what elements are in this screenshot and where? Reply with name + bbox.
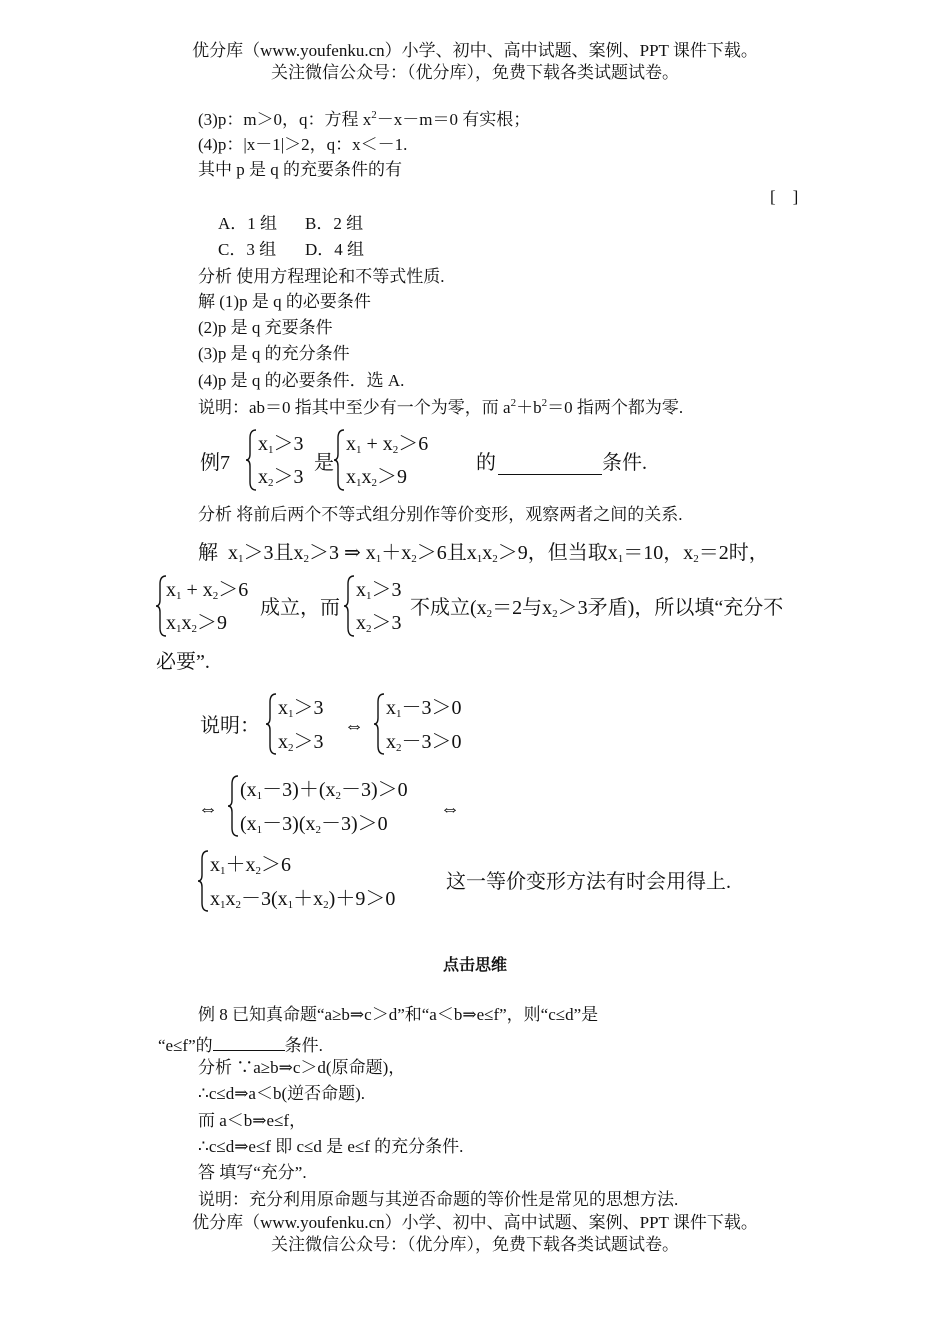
ex7-is: 是 bbox=[314, 452, 334, 474]
section-title: 点击思维 bbox=[442, 957, 507, 974]
ex7-cond-a1: $x_1>3$ bbox=[258, 433, 304, 456]
ex7-cond-b1: $x_1 + x_2>6$ bbox=[346, 433, 429, 456]
ex8-line-6: ∴c≤d⇒e≤f 即 c≤d 是 e≤f 的充分条件. bbox=[198, 1137, 464, 1156]
ex8-line-3: 分析 ∵a≥b⇒c＞d(原命题)， bbox=[198, 1058, 406, 1077]
left-brace-icon bbox=[196, 849, 210, 913]
q6-option-b: B．2 组 bbox=[305, 214, 364, 233]
q6-item-3: (3)p：m＞0，q：方程 $x^2-x-m=0$ 有实根； bbox=[198, 109, 531, 129]
ex7-solution-line: 解 $x_1>3$且$x_2>3$ ⇒ $x_1+x_2>6$且$x_1x_2>9$，但当取$x_1=10$，$x_2=2$时， bbox=[198, 542, 769, 565]
ex7-tail: 这一等价变形方法有时会用得上. bbox=[446, 871, 731, 893]
left-brace-icon bbox=[226, 774, 240, 838]
q6-solution-3: (3)p 是 q 的充分条件 bbox=[198, 344, 350, 363]
left-brace-icon bbox=[244, 428, 258, 492]
note-sys-3b: $(x_1-3)(x_2-3)>0$ bbox=[240, 813, 388, 836]
ex7-sys-1b: $x_1x_2>9$ bbox=[166, 612, 227, 635]
ex8-line-4: ∴c≤d⇒a＜b(逆否命题). bbox=[198, 1084, 366, 1103]
ex8-line-2: “e≤f”的 条件. bbox=[158, 1030, 323, 1057]
equiv-icon: ⇔ bbox=[198, 798, 218, 820]
header-line-1: 优分库（www.youfenku.cn）小学、初中、高中试题、案例、PPT 课件下载。 bbox=[192, 41, 758, 60]
q6-option-a: A．1 组 bbox=[218, 214, 278, 233]
equiv-icon: ⇔ bbox=[440, 798, 460, 820]
ex7-buchengli: 不成立($x_2=2$与$x_2>3$矛盾)，所以填“充分不 bbox=[410, 597, 784, 620]
q6-solution-4: (4)p 是 q 的必要条件．选 A. bbox=[198, 371, 405, 390]
footer-line-1: 优分库（www.youfenku.cn）小学、初中、高中试题、案例、PPT 课件下载。 bbox=[192, 1213, 758, 1232]
ex7-sys-2b: $x_2>3$ bbox=[356, 612, 402, 635]
footer-line-2: 关注微信公众号：（优分库），免费下载各类试题试卷。 bbox=[271, 1235, 679, 1254]
ex7-cond-a2: $x_2>3$ bbox=[258, 466, 304, 489]
header-line-2: 关注微信公众号：（优分库），免费下载各类试题试卷。 bbox=[271, 63, 679, 82]
ex7-answer-blank bbox=[498, 452, 602, 475]
ex7-chengli: 成立，而 bbox=[260, 597, 340, 619]
ex8-line-8: 说明：充分利用原命题与其逆否命题的等价性是常见的思想方法. bbox=[198, 1190, 679, 1209]
ex7-de: 的 bbox=[476, 452, 496, 474]
ex8-answer-blank bbox=[213, 1030, 285, 1051]
ex8-line-5: 而 a＜b⇒e≤f， bbox=[198, 1111, 307, 1130]
left-brace-icon bbox=[332, 428, 346, 492]
q6-option-d: D．4 组 bbox=[305, 240, 365, 259]
ex7-label: 例7 bbox=[200, 452, 230, 474]
ex7-analysis: 分析 将前后两个不等式组分别作等价变形，观察两者之间的关系. bbox=[198, 505, 683, 524]
ex7-cond-b2: $x_1x_2>9$ bbox=[346, 466, 407, 489]
note-sys-2b: $x_2-3>0$ bbox=[386, 731, 462, 754]
left-brace-icon bbox=[264, 692, 278, 756]
left-brace-icon bbox=[372, 692, 386, 756]
q6-note: 说明：ab＝0 指其中至少有一个为零，而 $a^2+b^2=0$ 指两个都为零. bbox=[198, 397, 684, 417]
ex8-line-7: 答 填写“充分”. bbox=[198, 1163, 307, 1182]
left-brace-icon bbox=[342, 574, 356, 638]
q6-analysis: 分析 使用方程理论和不等式性质. bbox=[198, 267, 445, 286]
ex7-sys-2a: $x_1>3$ bbox=[356, 579, 402, 602]
q6-option-c: C．3 组 bbox=[218, 240, 277, 259]
q6-solution-1: 解 (1)p 是 q 的必要条件 bbox=[198, 292, 371, 311]
note-sys-4a: $x_1+x_2>6$ bbox=[210, 854, 291, 877]
note-sys-2a: $x_1-3>0$ bbox=[386, 697, 462, 720]
q6-answer-bracket: [ ] bbox=[770, 187, 799, 206]
ex7-note-label: 说明： bbox=[200, 715, 260, 737]
q6-stem: 其中 p 是 q 的充要条件的有 bbox=[198, 160, 402, 179]
note-sys-4b: $x_1x_2-3(x_1+x_2)+9>0$ bbox=[210, 888, 396, 911]
q6-solution-2: (2)p 是 q 充要条件 bbox=[198, 318, 333, 337]
ex7-cond: 条件. bbox=[602, 452, 647, 474]
note-sys-1b: $x_2>3$ bbox=[278, 731, 324, 754]
ex7-sys-1a: $x_1 + x_2>6$ bbox=[166, 579, 249, 602]
note-sys-1a: $x_1>3$ bbox=[278, 697, 324, 720]
ex8-line-1: 例 8 已知真命题“a≥b⇒c＞d”和“a＜b⇒e≤f”，则“c≤d”是 bbox=[198, 1005, 599, 1024]
note-sys-3a: $(x_1-3)+(x_2-3)>0$ bbox=[240, 779, 408, 802]
equiv-icon: ⇔ bbox=[344, 715, 364, 737]
ex7-last: 必要”. bbox=[156, 651, 210, 673]
q6-item-4: (4)p：|x－1|＞2，q：x＜－1. bbox=[198, 135, 408, 154]
